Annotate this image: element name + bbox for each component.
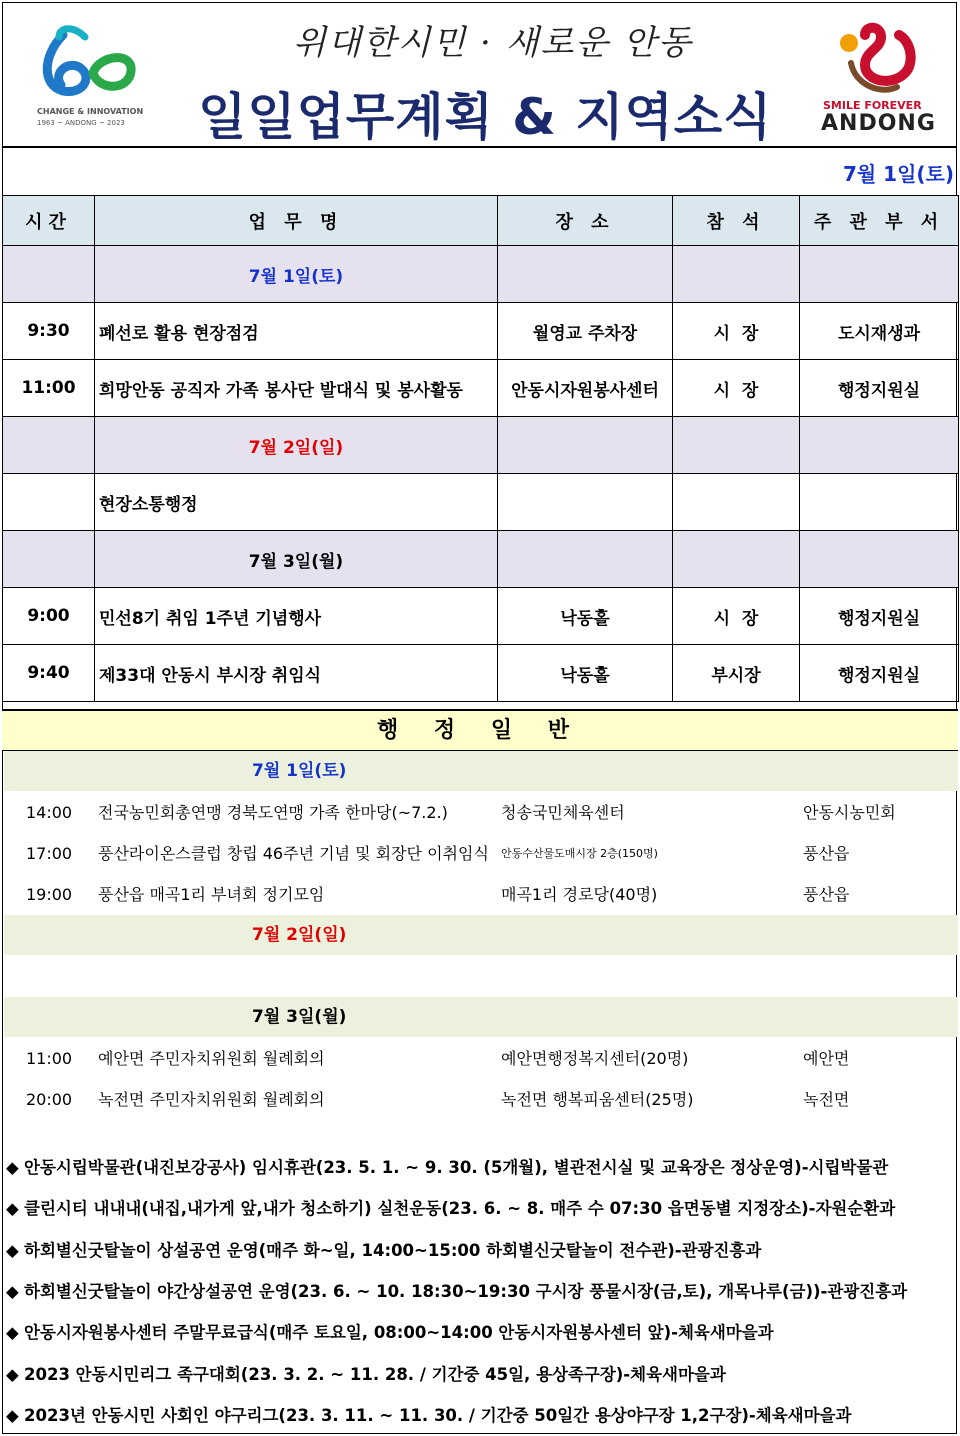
day-row (3, 246, 959, 303)
empty-cell (673, 417, 800, 474)
admin-event: 녹전면 주민자치위원회 월례회의 (98, 1090, 325, 1109)
attendee-cell: 부시장 (673, 645, 800, 702)
empty-cell (3, 531, 95, 588)
notice-item (6, 1402, 851, 1426)
place-cell: 낙동홀 (498, 645, 673, 702)
attendee-cell: 시 장 (673, 360, 800, 417)
table-row (3, 588, 959, 645)
notice-item (6, 1154, 888, 1178)
admin-row (4, 1038, 958, 1079)
admin-place: 청송국민체육센터 (501, 803, 625, 822)
brand-name: ANDONG (821, 111, 936, 136)
admin-day-label: 7월 3일(월) (252, 1007, 347, 1027)
column-header-place: 장 소 (498, 196, 673, 246)
column-header-time: 시간 (3, 196, 95, 246)
empty-cell (673, 531, 800, 588)
day-label: 7월 3일(월) (95, 531, 498, 588)
dept-cell: 행정지원실 (800, 360, 959, 417)
slogan: 위대한시민 · 새로운 안동 (293, 23, 693, 63)
logo-caption: CHANGE & INNOVATION (37, 107, 144, 116)
admin-event: 예안면 주민자치위원회 월례회의 (98, 1049, 325, 1068)
empty-cell (673, 246, 800, 303)
time-cell: 9:30 (3, 303, 95, 360)
time-cell: 11:00 (3, 360, 95, 417)
notice-text: 안동시자원봉사센터 주말무료급식(매주 토요일, 08:00~14:00 안동시자원봉사센터 앞)-체육새마을과 (24, 1323, 774, 1343)
admin-time: 19:00 (26, 885, 73, 904)
table-header-row (3, 196, 959, 246)
admin-time: 20:00 (26, 1090, 73, 1109)
page-title: 일일업무계획 & 지역소식 (198, 88, 773, 146)
admin-time: 11:00 (26, 1049, 73, 1068)
admin-row (4, 1079, 958, 1120)
time-cell (3, 474, 95, 531)
logo-years: 1963 ~ ANDONG ~ 2023 (37, 119, 125, 127)
diamond-bullet-icon: ◆ (6, 1405, 19, 1425)
admin-row (4, 874, 958, 915)
place-cell (498, 474, 673, 531)
column-header-dept: 주 관 부 서 (800, 196, 959, 246)
attendee-cell: 시 장 (673, 303, 800, 360)
notice-text: 2023년 안동시민 사회인 야구리그(23. 3. 11. ~ 11. 30. / 기간중 50일간 용상야구장 1,2구장)-체육새마을과 (24, 1405, 852, 1425)
admin-day-header (4, 751, 958, 791)
task-cell: 현장소통행정 (95, 474, 498, 531)
admin-place: 녹전면 행복피움센터(25명) (501, 1090, 694, 1109)
smile-caption: SMILE FOREVER (823, 99, 922, 112)
schedule-table (2, 195, 959, 702)
notice-item (6, 1319, 774, 1343)
admin-event: 풍산라이온스클럽 창립 46주년 기념 및 회장단 이취임식 (98, 844, 489, 863)
admin-day-header (4, 915, 958, 955)
diamond-bullet-icon: ◆ (6, 1240, 19, 1260)
dept-cell: 도시재생과 (800, 303, 959, 360)
dept-cell: 행정지원실 (800, 645, 959, 702)
table-row (3, 303, 959, 360)
empty-cell (800, 246, 959, 303)
diamond-bullet-icon: ◆ (6, 1281, 19, 1301)
empty-cell (498, 417, 673, 474)
notice-item (6, 1237, 761, 1261)
admin-day-label: 7월 1일(토) (252, 761, 347, 781)
table-row (3, 474, 959, 531)
table-row (3, 360, 959, 417)
notice-item (6, 1278, 907, 1302)
admin-time: 17:00 (26, 844, 73, 863)
admin-day-header (4, 997, 958, 1037)
admin-event: 전국농민회총연맹 경북도연맹 가족 한마당(~7.2.) (98, 803, 448, 822)
admin-row (4, 833, 958, 874)
notice-text: 안동시립박물관(내진보강공사) 임시휴관(23. 5. 1. ~ 9. 30. (5개월), 별관전시실 및 교육장은 정상운영)-시립박물관 (24, 1158, 889, 1177)
attendee-cell (673, 474, 800, 531)
place-cell: 월영교 주차장 (498, 303, 673, 360)
smile-forever-andong-logo (821, 15, 941, 140)
admin-row (4, 792, 958, 833)
task-cell: 민선8기 취임 1주년 기념행사 (95, 588, 498, 645)
admin-time: 14:00 (26, 803, 73, 822)
empty-cell (3, 417, 95, 474)
notice-text: 하회별신굿탈놀이 상설공연 운영(매주 화~일, 14:00~15:00 하회별신굿탈놀이 전수관)-관광진흥과 (24, 1240, 762, 1260)
admin-org: 안동시농민회 (803, 803, 896, 822)
empty-cell (800, 417, 959, 474)
place-cell: 낙동홀 (498, 588, 673, 645)
notice-text: 2023 안동시민리그 족구대회(23. 3. 2. ~ 11. 28. / 기간중 45일, 용상족구장)-체육새마을과 (24, 1364, 726, 1384)
notice-item (6, 1361, 726, 1385)
column-header-task: 업 무 명 (95, 196, 498, 246)
empty-cell (498, 531, 673, 588)
admin-org: 녹전면 (803, 1090, 850, 1109)
task-cell: 제33대 안동시 부시장 취임식 (95, 645, 498, 702)
document-date: 7월 1일(토) (842, 162, 954, 186)
diamond-bullet-icon: ◆ (6, 1158, 19, 1177)
admin-org: 풍산읍 (803, 844, 850, 863)
dept-cell (800, 474, 959, 531)
admin-org: 풍산읍 (803, 885, 850, 904)
time-cell: 9:00 (3, 588, 95, 645)
time-cell: 9:40 (3, 645, 95, 702)
diamond-bullet-icon: ◆ (6, 1364, 19, 1384)
day-row (3, 417, 959, 474)
task-cell: 희망안동 공직자 가족 봉사단 발대식 및 봉사활동 (95, 360, 498, 417)
day-row (3, 531, 959, 588)
empty-cell (498, 246, 673, 303)
document-header (3, 3, 957, 148)
column-header-attendee: 참 석 (673, 196, 800, 246)
notice-item (6, 1195, 895, 1219)
day-label: 7월 2일(일) (95, 417, 498, 474)
60th-anniversary-logo (33, 15, 153, 135)
admin-section-title: 행 정 일 반 (2, 709, 958, 751)
day-label: 7월 1일(토) (95, 246, 498, 303)
notice-text: 하회별신굿탈놀이 야간상설공연 운영(23. 6. ~ 10. 18:30~19:30 구시장 풍물시장(금,토), 개목나루(금))-관광진흥과 (24, 1281, 908, 1301)
attendee-cell: 시 장 (673, 588, 800, 645)
admin-place: 안동수산물도매시장 2층(150명) (501, 847, 658, 860)
place-cell: 안동시자원봉사센터 (498, 360, 673, 417)
task-cell: 폐선로 활용 현장점검 (95, 303, 498, 360)
notice-text: 클린시티 내내내(내집,내가게 앞,내가 청소하기) 실천운동(23. 6. ~ 8. 매주 수 07:30 읍면동별 지정장소)-자원순환과 (24, 1199, 896, 1219)
admin-place: 매곡1리 경로당(40명) (501, 885, 658, 904)
dept-cell: 행정지원실 (800, 588, 959, 645)
empty-cell (3, 246, 95, 303)
diamond-bullet-icon: ◆ (6, 1199, 19, 1219)
empty-cell (800, 531, 959, 588)
diamond-bullet-icon: ◆ (6, 1323, 19, 1343)
admin-event: 풍산읍 매곡1리 부녀회 정기모임 (98, 885, 325, 904)
admin-day-label: 7월 2일(일) (252, 925, 347, 945)
table-row (3, 645, 959, 702)
admin-place: 예안면행정복지센터(20명) (501, 1049, 689, 1068)
admin-org: 예안면 (803, 1049, 850, 1068)
